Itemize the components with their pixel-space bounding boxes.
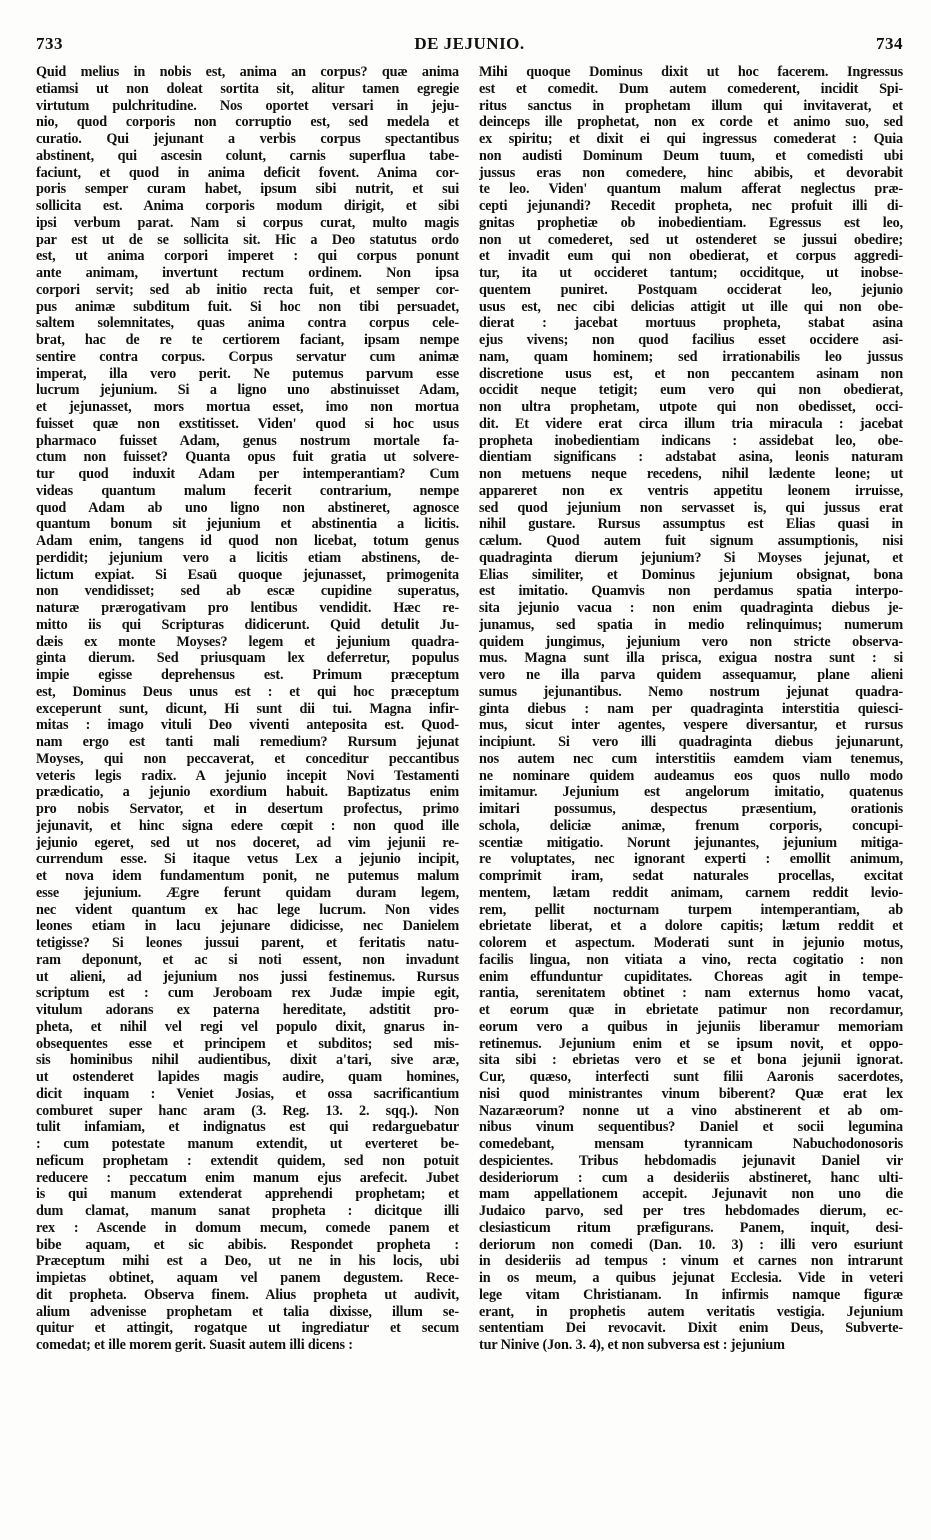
- text-line: pro nobis Servator, et in desertum profectus, primo: [36, 801, 459, 817]
- text-line: sita jejunio vacua : non enim quadraginta diebus je-: [479, 600, 903, 616]
- page-title: DE JEJUNIO.: [414, 34, 525, 53]
- text-line: nos autem nec cum interstitiis eamdem viam tenemus,: [479, 750, 903, 767]
- text-line: quod Adam ab uno ligno non abstineret, agnosce: [36, 499, 459, 516]
- text-line: desideriorum : cum a desideriis abstineret, hanc ulti-: [479, 1169, 903, 1186]
- text-line: est, Dominus Deus unus est : et qui hoc præceptum: [36, 683, 459, 700]
- text-line: currendum esse. Si itaque vetus Lex a jejunio incipit,: [36, 851, 459, 868]
- text-line: et invadit eum qui non obedierat, et corpus aggredi-: [479, 248, 903, 265]
- text-line: dit propheta. Observa finem. Alius propheta ut audivit,: [36, 1286, 459, 1303]
- text-line: corpori servit; sed ab initio recta fuit, et semper cor-: [36, 281, 459, 298]
- text-line: lege vitam Christianam. In infirmis namque figuræ: [479, 1286, 903, 1303]
- running-header: [36, 34, 903, 58]
- text-line: nisi quod ministrantes vinum biberent? Quæ erat lex: [479, 1085, 903, 1102]
- text-line: in desideriis ad tempus : vinum et carnes non intrarunt: [479, 1253, 903, 1270]
- text-line: ebrietate liberat, et a dolore capitis; lætum reddit et: [479, 918, 903, 935]
- text-line: imitamur. Jejunium est angelorum imitatio, quatenus: [479, 784, 903, 801]
- text-line: est, ut anima corpori imperet : qui corpus ponunt: [36, 248, 459, 265]
- text-line: eorum vero a quibus in jejuniis liberamur memoriam: [479, 1018, 903, 1035]
- text-line: esse jejunium. Ægre ferunt quidam duram legem,: [36, 884, 459, 901]
- text-line: ex spiritu; et dixit ei qui ingressus comederat : Quia: [479, 131, 903, 147]
- text-line: Quid melius in nobis est, anima an corpus? quæ anima: [36, 64, 459, 80]
- text-line: sed quod jejunium non servasset is, qui jussus erat: [479, 499, 903, 516]
- text-line: mus. Magna sunt illa prisca, exigua nostra sunt : si: [479, 650, 903, 667]
- text-line: par est ut de se sollicita sit. Hic a Deo statutus ordo: [36, 231, 459, 248]
- text-line: impie egisse deprehensus est. Primum præceptum: [36, 667, 459, 683]
- text-line: sumus jejunantibus. Nemo nostrum jejunat quadra-: [479, 683, 903, 700]
- text-line: sententiam Dei revocavit. Dixit enim Deus, Subverte-: [479, 1320, 903, 1337]
- text-line: propheta inobedientiam indicans : assidebat leo, obe-: [479, 432, 903, 449]
- text-line: appareret non ex ventris appetitu leonem irruisse,: [479, 482, 903, 499]
- text-line: videas quantum malum fecerit contrarium, nempe: [36, 482, 459, 499]
- text-line: in os meum, a quibus jejunat Ecclesia. Vide in veteri: [479, 1270, 903, 1286]
- text-line: ram deponunt, et ac si noti essent, non invadunt: [36, 951, 459, 968]
- text-line: deinceps ille prophetat, non ex corde et animo suo, sed: [479, 114, 903, 131]
- text-line: deriorum non comedi (Dan. 10. 3) : illi vero esuriunt: [479, 1236, 903, 1253]
- left-page-number: 733: [36, 34, 63, 53]
- text-line: ut ostenderet lapides magis audire, quam homines,: [36, 1069, 459, 1085]
- text-line: prædicatio, a jejunio exordium habuit. Baptizatus enim: [36, 784, 459, 801]
- text-line: naturæ prærogativam pro lentibus vendidit. Hæc re-: [36, 600, 459, 616]
- text-line: Adam enim, tangens id quod non licebat, totum genus: [36, 533, 459, 549]
- text-line: mentem, lætam reddit animam, carnem reddit levio-: [479, 884, 903, 901]
- text-line: Moyses, qui non peccaverat, et conceditur peccantibus: [36, 750, 459, 767]
- text-line: facilis lingua, non vitiata a vino, recta cogitatio : non: [479, 951, 903, 968]
- text-line: neficum prophetam : extendit quidem, sed non potuit: [36, 1152, 459, 1169]
- text-line: te leo. Viden' quantum malum afferat neglectus præ-: [479, 181, 903, 198]
- text-line: tetigisse? Si leones jussui parent, et feritatis natu-: [36, 935, 459, 951]
- right-page-number: 734: [875, 34, 903, 53]
- text-line: rem, pellit nocturnam turpem intemperantiam, ab: [479, 901, 903, 918]
- text-line: nam ergo est tanti mali remedium? Rursum jejunat: [36, 734, 459, 750]
- text-line: nibus vinum sequentibus? Daniel et socii legumina: [479, 1119, 903, 1136]
- text-line: retinemus. Jejunium enim et se ipsum novit, et oppo-: [479, 1035, 903, 1052]
- text-line: nam, quam hominem; sed irrationabilis leo jussus: [479, 348, 903, 365]
- text-line: tur quod induxit Adam per intemperantiam? Cum: [36, 466, 459, 482]
- text-line: est et comedit. Dum autem comederent, incidit Spi-: [479, 80, 903, 97]
- text-line: et nova idem fundamentum ponit, ne putemus malum: [36, 868, 459, 884]
- text-line: rex : Ascende in domum mecum, comede panem et: [36, 1219, 459, 1236]
- text-line: jejunio egeret, sed ut nos doceret, ad vim jejunii re-: [36, 834, 459, 851]
- text-line: mus, sicut inter agentes, vespere diversantur, et rursus: [479, 717, 903, 734]
- text-columns: [36, 64, 903, 1522]
- text-line: comedat; et ille morem gerit. Suasit autem illi dicens :: [36, 1337, 353, 1353]
- text-line: sis hominibus nihil audientibus, dixit a'tari, sive aræ,: [36, 1052, 459, 1069]
- text-line: curatio. Qui jejunant a verbis corpus spectantibus: [36, 131, 459, 147]
- text-line: et eorum quæ in ebrietate patimur non recordamur,: [479, 1002, 903, 1018]
- right-column: [479, 64, 903, 1522]
- text-line: mitas : imago vituli Deo viventi anteposita est. Quod-: [36, 717, 459, 734]
- text-line: nec vident quantum ex hac lege lucrum. Non vides: [36, 901, 459, 918]
- text-line: non metuens neque recedens, nihil lædente leone; ut: [479, 466, 903, 482]
- text-line: tur, ita ut occideret tantum; occiditque, ut inobse-: [479, 265, 903, 281]
- text-line: ginta dierum. Sed priusquam lex deferretur, populus: [36, 650, 459, 667]
- text-line: non audisti Dominum Deum tuum, et comedisti ubi: [479, 147, 903, 164]
- text-line: gnitas prophetiæ ob inobedientiam. Egressus est leo,: [479, 214, 903, 231]
- text-line: reducere : peccatum enim manum ejus arefecit. Jubet: [36, 1169, 459, 1186]
- text-line: nio, quod corporis non corruptio est, sed medela et: [36, 114, 459, 131]
- text-line: lucrum jejunium. Si a ligno uno abstinuisset Adam,: [36, 382, 459, 399]
- text-line: quitur et attingit, rogatque ut ingrediatur et secum: [36, 1320, 459, 1337]
- text-line: sollicita est. Anima corporis modum dirigit, et sibi: [36, 198, 459, 214]
- text-line: tulit infamiam, et indignatus est qui redarguebatur: [36, 1119, 459, 1136]
- text-line: etiamsi ut non doleat sortita sit, alitur tamen egregie: [36, 80, 459, 97]
- text-line: faciunt, et quod in anima deficit fovent. Anima cor-: [36, 164, 459, 181]
- text-line: quadraginta dierum jejunium? Si Moyses jejunat, et: [479, 549, 903, 566]
- text-line: non ultra prophetam, utpote qui non obedisset, occi-: [479, 399, 903, 415]
- text-line: ut alieni, ad jejunium nos jussi festinemus. Rursus: [36, 968, 459, 985]
- text-line: mam appellationem accepit. Jejunavit non uno die: [479, 1186, 903, 1203]
- text-line: sita sibi : ebrietas vero et se et bona jejunii ignorat.: [479, 1052, 903, 1069]
- text-line: perdidit; jejunium vero a licitis etiam abstinens, de-: [36, 549, 459, 566]
- text-line: vero ne illa parva quidem assequamur, plane alieni: [479, 667, 903, 683]
- text-line: ante animam, invertunt rectum ordinem. Non ipsa: [36, 265, 459, 281]
- text-line: dit. Et videre erat circa illum tria miracula : jacebat: [479, 415, 903, 432]
- text-line: cepti jejunandi? Recedit propheta, nec profuit illi di-: [479, 198, 903, 214]
- text-line: alium advenisse prophetam et talia dixisse, illum se-: [36, 1303, 459, 1320]
- text-line: pharmaco fuisset Adam, genus nostrum mortale fa-: [36, 432, 459, 449]
- text-line: mitto iis qui Scripturas didicerunt. Quid detulit Ju-: [36, 616, 459, 633]
- text-line: ctum non fuisset? Quanta opus fuit gratia ut solvere-: [36, 449, 459, 466]
- text-line: rantia, serenitatem obtinet : nam externus homo vacat,: [479, 985, 903, 1002]
- text-line: Cur, quæso, interfecti sunt filii Aaronis sacerdotes,: [479, 1069, 903, 1085]
- text-line: Nazaræorum? nonne ut a vino abstinerent et ab om-: [479, 1102, 903, 1119]
- text-line: comprimit iram, sedat naturales procellas, excitat: [479, 868, 903, 884]
- text-line: Mihi quoque Dominus dixit ut hoc facerem. Ingressus: [479, 64, 903, 80]
- text-line: enim effunduntur cupiditates. Choreas agit in tempe-: [479, 968, 903, 985]
- text-line: leones etiam in lacu jejunare didicisse, nec Danielem: [36, 918, 459, 935]
- text-line: dierat : jacebat mortuus propheta, stabat asina: [479, 315, 903, 332]
- text-line: non ut comederet, sed ut ostenderet se jussui obedire;: [479, 231, 903, 248]
- text-line: est imitatio. Quamvis non perdamus spatia interpo-: [479, 583, 903, 600]
- text-line: jussus eras non comedere, hinc abibis, et devorabit: [479, 164, 903, 181]
- text-line: dientiam significans : adstabat asina, leonis naturam: [479, 449, 903, 466]
- text-line: saltem solemnitates, quas anima contra corpus cele-: [36, 315, 459, 332]
- text-line: impietas obtinet, aquam vel panem degustem. Rece-: [36, 1270, 459, 1286]
- text-line: discretione usus est, et non peccantem asinam non: [479, 365, 903, 382]
- text-line: : cum potestate manum extendit, ut everteret be-: [36, 1136, 459, 1152]
- text-line: dæis ex monte Moyses? legem et jejunium quadra-: [36, 633, 459, 650]
- text-line: non vendidisset; sed ab escæ cupidine superatus,: [36, 583, 459, 600]
- text-line: quidem jungimus, jejunium vero non stricte observa-: [479, 633, 903, 650]
- text-line: Præceptum mihi est a Deo, ut ne in his locis, ubi: [36, 1253, 459, 1270]
- text-line: ipsi verbum parat. Nam si corpus curat, multo magis: [36, 214, 459, 231]
- text-line: imperat, illa vero perit. Ne putemus parvum esse: [36, 365, 459, 382]
- text-line: re voluptates, nec ignorant experti : emollit animum,: [479, 851, 903, 868]
- text-line: sentire contra corpus. Corpus servatur cum animæ: [36, 348, 459, 365]
- text-line: erant, in prophetis autem veritatis vestigia. Jejunium: [479, 1303, 903, 1320]
- text-line: imitari possumus, despectus præsentium, orationis: [479, 801, 903, 817]
- text-line: virtutum pulchritudine. Nos oportet versari in jeju-: [36, 97, 459, 114]
- text-line: brat, hac de re te certiorem faciant, ipsam nempe: [36, 332, 459, 348]
- text-line: jejunavit, et hinc signa edere cœpit : non quod ille: [36, 817, 459, 834]
- text-line: colorem et aspectum. Moderati sunt in jejunio motus,: [479, 935, 903, 951]
- text-line: junamus, sed spatia in medio relinquimus; numerum: [479, 616, 903, 633]
- text-line: Judaico parvo, sed per tres hebdomades dierum, ec-: [479, 1203, 903, 1219]
- text-line: nihil gustare. Rursus assumptus est Elias quasi in: [479, 516, 903, 533]
- text-line: abstinent, qui ascesin colunt, carnis superflua tabe-: [36, 147, 459, 164]
- text-line: Elias similiter, et Dominus jejunium obsignat, bona: [479, 566, 903, 583]
- text-line: obsequentes esse et principem et subditos; sed mis-: [36, 1035, 459, 1052]
- text-line: ritus sanctus in prophetam illum qui invitaverat, et: [479, 97, 903, 114]
- text-line: ne nominare quidem audeamus eos quos nullo modo: [479, 767, 903, 784]
- text-line: dum clamat, manum sanat propheta : dicitque illi: [36, 1203, 459, 1219]
- text-line: incipiunt. Si vero illi quadraginta diebus jejunarunt,: [479, 734, 903, 750]
- text-line: is qui manum extenderat apprehendi prophetam; et: [36, 1186, 459, 1203]
- text-line: despicientes. Tribus hebdomadis jejunavit Daniel vir: [479, 1152, 903, 1169]
- text-line: poris semper curam habet, ipsum sibi nutrit, et sui: [36, 181, 459, 198]
- text-line: scriptum est : cum Jeroboam rex Judæ impie egit,: [36, 985, 459, 1002]
- text-line: occidit neque tetigit; eum vero qui non obedierat,: [479, 382, 903, 399]
- text-line: vitulum adorans ex paterna hereditate, adstitit pro-: [36, 1002, 459, 1018]
- text-line: cælum. Quod autem fuit signum assumptionis, nisi: [479, 533, 903, 549]
- text-line: et jejunasset, mors mortua esset, imo non mortua: [36, 399, 459, 415]
- text-line: pheta, et nihil vel regi vel populo dixit, gnarus in-: [36, 1018, 459, 1035]
- text-line: fuisset quæ non exstitisset. Viden' quod si hoc usus: [36, 415, 459, 432]
- text-line: lictum expiat. Si Esaü quoque jejunasset, primogenita: [36, 566, 459, 583]
- text-line: schola, deliciæ animæ, frenum corporis, concupi-: [479, 817, 903, 834]
- text-line: pus animæ subditum fuit. Si hoc non tibi persuadet,: [36, 298, 459, 315]
- text-line: clesiasticum ritum præfigurans. Panem, inquit, desi-: [479, 1219, 903, 1236]
- text-line: bibe aquam, et sic abibis. Respondet propheta :: [36, 1236, 459, 1253]
- text-line: veteris legis radix. A jejunio incepit Novi Testamenti: [36, 767, 459, 784]
- text-line: dicit inquam : Veniet Josias, et ossa sacrificantium: [36, 1085, 459, 1102]
- text-line: exceperunt sunt, dicunt, Hi sunt dii tui. Magna infir-: [36, 700, 459, 717]
- text-line: ginta diebus : nam per quadraginta interstitia quiesci-: [479, 700, 903, 717]
- left-column: [36, 64, 459, 1522]
- text-line: ejus vivens; non quod facilius esset occidere asi-: [479, 332, 903, 348]
- text-line: comedebant, mensam tyrannicam Nabuchodonosoris: [479, 1136, 903, 1152]
- text-line: quantum bonum sit jejunium et abstinentia a licitis.: [36, 516, 459, 533]
- text-line: scentiæ mitigatio. Norunt jejunantes, jejunium mitiga-: [479, 834, 903, 851]
- text-line: tur Ninive (Jon. 3. 4), et non subversa est : jejunium: [479, 1337, 785, 1353]
- text-line: comburet super hanc aram (3. Reg. 13. 2. sqq.). Non: [36, 1102, 459, 1119]
- text-line: usus est, nec cibi delicias attigit ut ille qui non obe-: [479, 298, 903, 315]
- text-line: quentem puniret. Postquam occiderat leo, jejunio: [479, 281, 903, 298]
